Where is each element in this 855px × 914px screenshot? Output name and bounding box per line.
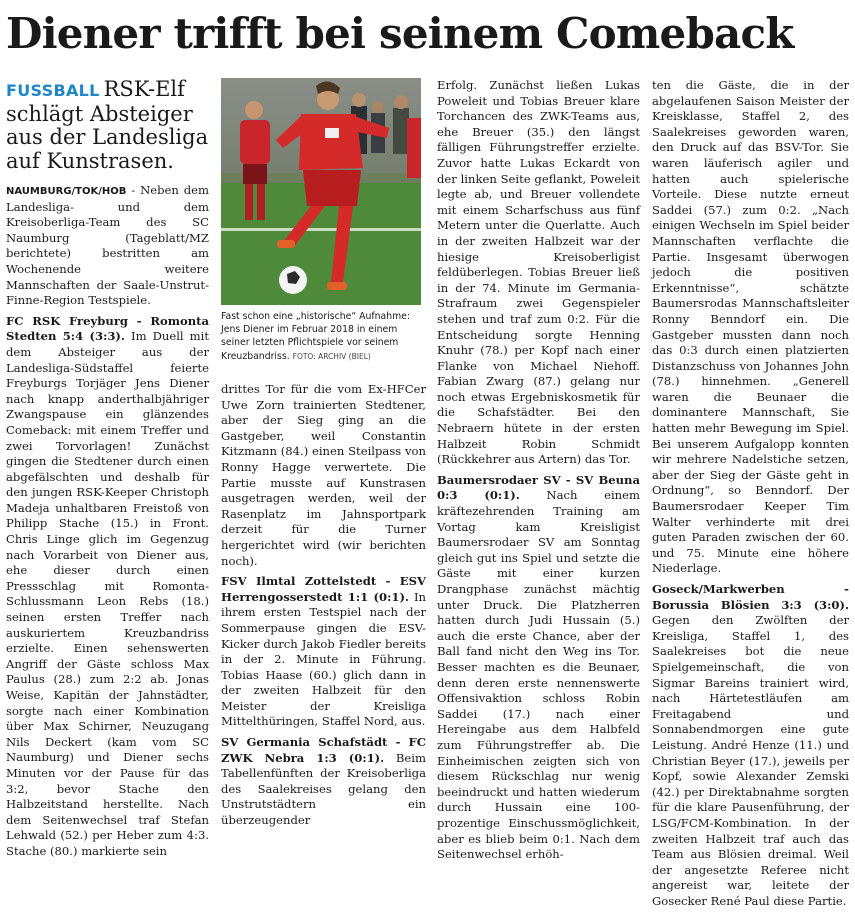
- intro-text: - Neben dem Landesliga- und dem Kreisoberliga-Team des SC Naumburg (Tageblatt/MZ berichtete) bestritten am Wochenende weitere Mannschaften der Saale-Unstrut-Finne-Region Testspiele.: [6, 183, 209, 308]
- photo-caption: [221, 310, 426, 363]
- headline: Diener trifft bei seinem Comeback: [6, 9, 794, 58]
- game-1-text-part-1: Im Duell mit dem Absteiger aus der Landesliga-Südstaffel feierte Freyburgs Torjäger Jens Diener nach knapp anderthalbjähriger Zwangspause ein glänzendes Comeback: mit einem Treffer und zwei Torvorlagen! Zunächst gingen die Stedtener durch einen abgefälschten und deshalb für den jungen RSK-Keeper Christoph Madeja unhaltbaren Freistoß von Philipp Stache (15.) in Front. Chris Linge glich im Gegenzug nach Vorarbeit von Diener aus, ehe dieser durch einen Pressschlag mit Romonta-Schlussmann Leon Rebs (18.) seinen ersten Treffer nach auskuriertem Kreuzbandriss erzielte. Einen sehenswerten Angriff der Gäste schloss Max Paulus (28.) zum 2:2 ab. Jonas Weise, Kapitän der Jahnstädter, sorgte nach einer Kombination über Max Schirner, Neuzugang Nils Deckert (kam vom SC Naumburg) und Diener sechs Minuten vor der Pause für das 3:2, bevor Stache den Halbzeitstand herstellte. Nach dem Seitenwechsel traf Stefan Lehwald (52.) per Heber zum 4:3. Stache (80.) markierte sein: [6, 329, 210, 858]
- game-5-title: Goseck/Markwerben - Borussia Blösien 3:3 (3:0).: [652, 582, 849, 612]
- game-1-paragraph: [6, 314, 209, 860]
- game-4-continued: ten die Gäste, die in der abgelaufenen Saison Meister der Kreisklasse, Staffel 2, des Saalekreises geworden waren, den Druck auf das BSV-Tor. Sie waren läuferisch agiler und hatten auch spielerische Vorteile. Diese nutzte erneut Saddei (57.) zum 0:2. „Nach einigen Wechseln im Spiel beider Mannschaften verflachte die Partie. Insgesamt überwogen jedoch die positiven Erkenntnisse“, schätzte Baumersrodas Mannschaftsleiter Ronny Benndorf ein. Die Gastgeber mussten dann noch das 0:3 durch einen platzierten Distanzschuss von Johannes John (78.) hinnehmen. „Generell waren die Beunaer die dominantere Mannschaft, Sie hatten mehr Bewegung im Spiel. Bei unserem Aufgalopp konnten wir mehrere Nadelstiche setzen, aber der Sieg der Gäste geht in Ordnung“, so Benndorf. Der Baumersrodaer Keeper Tim Walter verhinderte mit drei guten Paraden zwischen der 60. und 75. Minute eine höhere Niederlage.: [652, 78, 849, 576]
- game-2-paragraph: [221, 574, 426, 730]
- game-1-title: FC RSK Freyburg - Romonta Stedten 5:4 (3:3).: [6, 313, 209, 344]
- game-5-text: Gegen den Zwölften der Kreisliga, Staffel 1, des Saalekreises bot die neue Spielgemeinschaft, die von Sigmar Bareins trainiert wird, nach Härtetestläufen am Freitagabend und Sonnabendmorgen eine gute Leistung. André Henze (11.) und Christian Beyer (17.), jeweils per Kopf, sowie Alexander Zemski (42.) per Direktabnahme sorgten für die klare Pausenführung, der LSG/FCM-Kombination. In der zweiten Halbzeit traf auch das Team aus Blösien dreimal. Weil der angesetzte Referee nicht angereist war, leitete der Gosecker René Paul diese Partie.: [652, 613, 849, 908]
- player-shooting-photo: [221, 78, 421, 305]
- column-2: [221, 382, 426, 834]
- column-4: [652, 78, 849, 914]
- intro-paragraph: [6, 183, 209, 309]
- lead: [6, 78, 209, 173]
- photo-credit: FOTO: ARCHIV (BIEL): [292, 351, 371, 361]
- game-2-title: FSV Ilmtal Zottelstedt - ESV Herrengosserstedt 1:1 (0:1).: [221, 574, 426, 604]
- lead-text: RSK-Elf schlägt Absteiger aus der Landesliga auf Kunstrasen.: [6, 77, 209, 173]
- game-3-text-part-1: Beim Tabellenfünften der Kreisoberliga des Saalekreises gelang den Unstrutstädtern ein überzeugender: [221, 750, 426, 828]
- dateline: NAUMBURG/TOK/HOB: [6, 186, 127, 197]
- column-3: [437, 78, 640, 868]
- game-4-title: Baumersrodaer SV - SV Beuna 0:3 (0:1).: [437, 472, 640, 503]
- caption-text: Fast schon eine „historische“ Aufnahme: Jens Diener im Februar 2018 in einem seiner letzten Pflichtspiele vor seinem Kreuzbandriss.: [221, 311, 411, 362]
- game-3-paragraph: [221, 735, 426, 829]
- game-3-title: SV Germania Schafstädt - FC ZWK Nebra 1:3 (0:1).: [221, 735, 426, 765]
- column-1: [6, 78, 209, 865]
- game-3-continued: Erfolg. Zunächst ließen Lukas Poweleit und Tobias Breuer klare Torchancen des ZWK-Teams aus, ehe Breuer (35.) den längst fälligen Führungstreffer erzielte. Zuvor hatte Lukas Eckardt von der linken Seite geflankt, Poweleit legte ab, und Breuer vollendete mit einem Scharfschuss aus fünf Metern unter die Querlatte. Auch in der zweiten Halbzeit war der hiesige Kreisoberligist feldüberlegen. Tobias Breuer ließ in der 74. Minute im Germania-Strafraum zwei Gegenspieler stehen und traf zum 0:2. Für die Entscheidung sorgte Henning Knuhr (78.) per Kopf nach einer Flanke von Michael Niehoff. Fabian Zwarg (87.) gelang nur noch etwas Ergebniskosmetik für die Schafstädter. Bei den Nebraern hütete in der ersten Halbzeit Robin Schmidt (Rückkehrer aus Artern) das Tor.: [437, 78, 640, 467]
- game-5-paragraph: [652, 582, 849, 909]
- kicker: FUSSBALL: [6, 81, 100, 100]
- game-4-text-part-1: Nach einem kräftezehrenden Training am Vortag kam Kreisligist Baumersrodaer SV am Sonntag gleich gut ins Spiel und setzte die Gäste mit einer kurzen Drangphase zunächst mächtig unter Druck. Die Platzherren hatten durch Judi Hussain (5.) auch die erste Chance, aber der Ball fand nicht den Weg ins Tor. Besser machten es die Beunaer, denn deren erste nennenswerte Offensivaktion schloss Robin Saddei (17.) nach einer Hereingabe aus dem Halbfeld zum Führungstreffer ab. Die Einheimischen zeigten sich von diesem Rückschlag nur wenig beeindruckt und hatten wiederum durch Hussain eine 100-prozentige Einschussmöglichkeit, aber es blieb beim 0:1. Nach dem Seitenwechsel erhöh-: [437, 488, 641, 862]
- game-4-paragraph: [437, 473, 640, 863]
- photo: [221, 78, 421, 305]
- game-2-text: In ihrem ersten Testspiel nach der Sommerpause gingen die ESV-Kicker durch Jakob Fiedler bereits in der 2. Minute in Führung. Tobias Haase (60.) glich dann in der zweiten Halbzeit für den Meister der Kreisliga Mittelthüringen, Staffel Nord, aus.: [221, 589, 427, 729]
- game-1-continued: drittes Tor für die vom Ex-HFCer Uwe Zorn trainierten Stedtener, aber der Sieg ging an die Gastgeber, weil Constantin Kitzmann (84.) einen Steilpass von Ronny Hagge verwertete. Die Partie musste auf Kunstrasen ausgetragen werden, weil der Rasenplatz im Jahnsportpark derzeit für die Turner hergerichtet wird (wir berichten noch).: [221, 382, 426, 568]
